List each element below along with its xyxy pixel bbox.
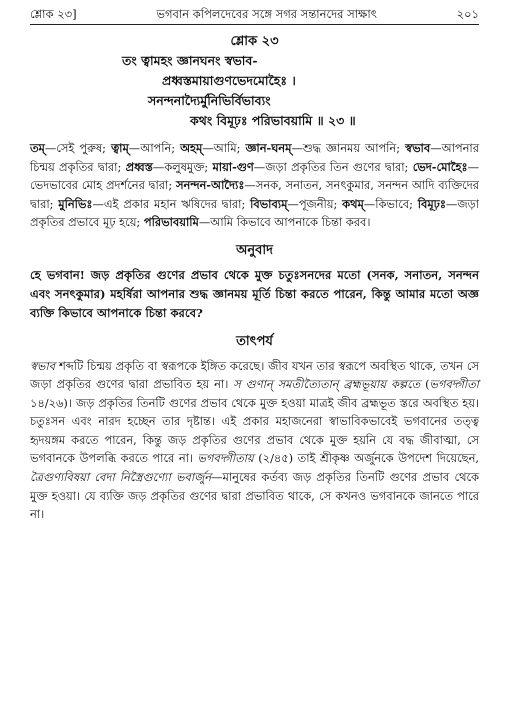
purport-quote: ভগবদ্গীতায় [197,451,254,466]
verse-line: সনন্দনাদ্যৈর্মুনিভির্বিভাব্যং [148,93,271,108]
purport-heading: তাৎপর্য [236,333,273,349]
synonyms-paragraph [30,139,479,232]
purport-text: ( [420,377,430,392]
synonym-meaning: —আমি; [202,141,246,155]
synonym-meaning: —আমি কিভাবে আপনাকে চিন্তা করব। [198,215,371,229]
purport-quote: ভগবদ্গীতা [429,377,479,392]
synonym-meaning: —আপনি; [128,141,181,155]
header-chapter-title: ভগবান কপিলদেবের সঙ্গে সগর সন্তানদের সাক্ষাৎ [156,7,377,21]
synonym-meaning: —সেই পুরুষ; [44,141,112,155]
purport-text: (২/৪৫) তাই শ্রীকৃষ্ণ অর্জুনকে উপদেশ দিয়েছেন, [253,451,479,466]
synonym-term: জ্ঞান-ঘনম্ [245,141,292,155]
synonym-meaning: —শুদ্ধ জ্ঞানময় আপনি; [291,141,406,155]
synonym-term: মায়া-গুণ [212,159,254,174]
purport-quote: স গুণান্ সমতীত্যৈতান্ ব্রহ্মভূয়ায় কল্পতে [233,377,421,392]
synonym-term: প্রধ্বস্ত [125,159,153,174]
synonym-meaning: —জড়া প্রকৃতির প্রভাবে মূঢ় হয়ে; [30,196,479,229]
synonym-term: তম্ [30,141,45,155]
synonym-term: সনন্দন-আদ্যৈঃ [176,178,245,192]
header-rule [30,24,479,25]
translation-text: হে ভগবান! জড় প্রকৃতির গুণের প্রভাব থেকে মুক্ত চতুঃসনদের মতো (সনক, সনাতন, সনন্দন এবং সনৎকুমার) মহর্ষিরা আপনার শুদ্ধ জ্ঞানময় মূর্তি চিন্তা করতে পারেন, কিন্তু আমার মতো অজ্ঞ ব্যক্তি কিভাবে আপনাকে চিন্তা করবে? [30,267,479,320]
synonym-meaning: —কিভাবে; [363,196,418,211]
synonym-term: স্বভাব [405,141,431,155]
purport-text: —মানুষের কর্তব্য জড় প্রকৃতির তিনটি গুণের প্রভাব থেকে মুক্ত হওয়া। যে ব্যক্তি জড় প্রকৃতির গুণের দ্বারা প্রভাবিত থাকে, সে কখনও ভগবানকে জানতে পারে না। [30,470,479,522]
synonym-meaning: —কলুষমুক্ত; [152,159,213,174]
purport-quote: স্বভাব [30,358,56,373]
synonym-term: ত্বাম্ [111,141,129,155]
synonym-meaning: —আপনার চিন্ময় প্রকৃতির দ্বারা; [30,141,479,174]
verse-text [30,51,479,131]
synonym-meaning: —জড়া প্রকৃতির তিন গুণের দ্বারা; [253,159,413,174]
synonym-term: কথম্ [342,196,364,211]
synonym-meaning: —সনক, সনাতন, সনৎকুমার, সনন্দন আদি ব্যক্তিদের দ্বারা; [30,178,479,211]
synonym-meaning: —ভেদভাবের মোহ প্রদর্শনের দ্বারা; [30,159,479,192]
verse-number: শ্লোক ২৩ [230,34,279,49]
translation-heading: অনুবাদ [236,242,273,258]
running-header [30,6,479,22]
purport-text: ১৪/২৬)। জড় প্রকৃতির তিনটি গুণের প্রভাব থেকে মুক্ত হওয়া মাত্রই জীব ব্রহ্মভূত স্তরে অবস্থিত হয়। চতুঃসন এবং নারদ হচ্ছেন তার দৃষ্টান্ত। এই প্রকার মহাজনেরা স্বাভাবিকভাবেই ভগবানের তত্ত্ব হৃদয়ঙ্গম করতে পারেন, কিন্তু জড় প্রকৃতির গুণের প্রভাব থেকে মুক্ত হয়নি যে বদ্ধ জীবাত্মা, সে ভগবানকে উপলব্ধি করতে পারে না। [30,395,479,466]
purport-paragraph [30,357,479,524]
verse-line: তং ত্বামহং জ্ঞানঘনং স্বভাব- [122,53,258,68]
synonym-term: মুনিভিঃ [58,196,93,211]
synonym-term: অহম্ [180,141,203,155]
verse-line: প্রধ্বস্তমায়াগুণভেদমোহৈঃ । [162,73,296,88]
synonym-term: পরিভাবয়ামি [143,215,199,229]
header-verse-ref: শ্লোক ২৩] [30,7,77,21]
purport-text: শব্দটি চিন্ময় প্রকৃতি বা স্বরূপকে ইঙ্গিত করেছে। জীব যখন তার স্বরূপে অবস্থিত থাকে, তখন সে জড়া প্রকৃতির গুণের দ্বারা প্রভাবিত হয় না। [30,358,479,392]
page-number: ২০১ [456,7,479,21]
synonym-term: বিমূঢ়ঃ [417,196,446,211]
purport-quote: ত্রৈগুণ্যবিষয়া বেদা নিস্ত্রৈগুণ্যো ভবার্জুন [30,470,212,485]
verse-line: কথং বিমূঢ়ঃ পরিভাবয়ামি ॥ ২৩ ॥ [190,113,356,128]
synonym-term: ভেদ-মোহৈঃ [412,159,468,174]
synonym-meaning: —এই প্রকার মহান ঋষিদের দ্বারা; [92,196,251,211]
synonym-meaning: —পূজনীয়; [287,196,343,211]
synonym-term: বিভাব্যম্ [250,196,288,211]
